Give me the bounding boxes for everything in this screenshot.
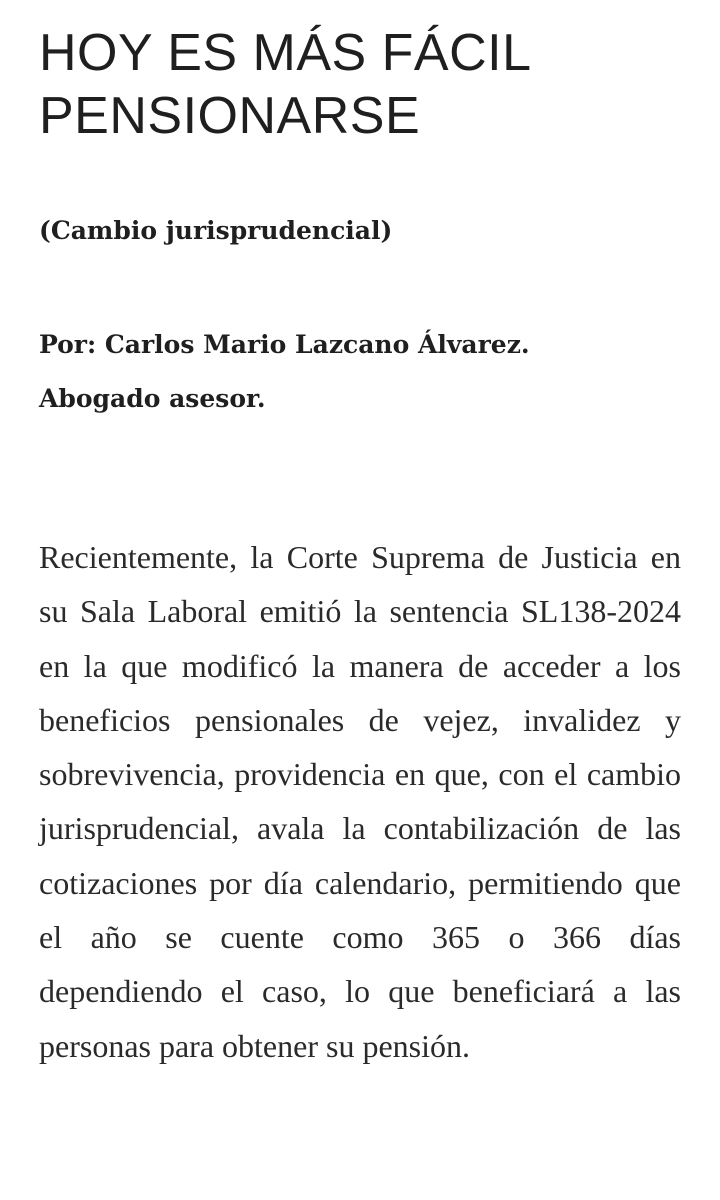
- headline-line-2: PENSIONARSE: [39, 87, 421, 145]
- article: [39, 0, 681, 1064]
- headline-line-1: HOY ES MÁS FÁCIL: [39, 24, 532, 82]
- headline: [39, 0, 681, 148]
- body-paragraph: Recientemente, la Corte Suprema de Justicia en su Sala Laboral emitió la sentencia SL138-2024 en la que modificó la manera de acceder a los beneficios pensionales de vejez, invalidez y sobrevivencia, providencia en que, con el cambio jurisprudencial, avala la contabilización de las cotizaciones por día calendario, permitiendo que el año se cuente como 365 o 366 días dependiendo el caso, lo que beneficiará a las personas para obtener su pensión.: [39, 539, 681, 1064]
- byline: [39, 318, 530, 426]
- byline-author: Por: Carlos Mario Lazcano Álvarez.: [39, 330, 530, 359]
- byline-role: Abogado asesor.: [39, 384, 266, 413]
- subtitle: (Cambio jurisprudencial): [39, 216, 393, 245]
